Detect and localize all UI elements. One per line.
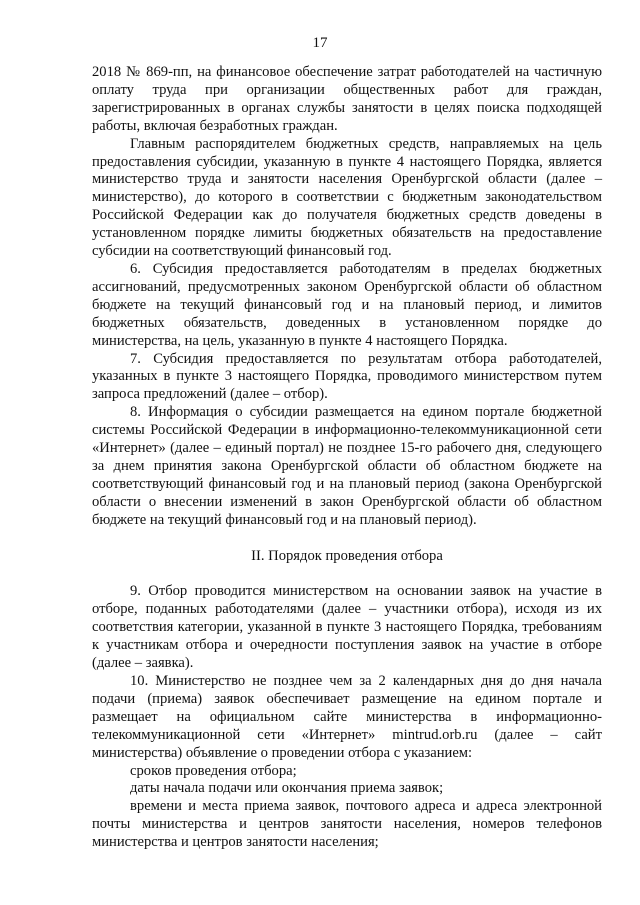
- paragraph-10: 10. Министерство не позднее чем за 2 календарных дня до дня начала подачи (приема) заявок обеспечивает размещение на едином портале и размещает на официальном сайте министерства в информационно-телекоммуникационной сети «Интернет» mintrud.orb.ru (далее – сайт министерства) объявление о проведении отбора с указанием:: [92, 673, 602, 761]
- paragraph-main-administrator: Главным распорядителем бюджетных средств, направляемых на цель предоставления субсидии, указанную в пункте 4 настоящего Порядка, является министерство труда и занятости населения Оренбургской области (далее – министерство), до которого в соответствии с бюджетным законодательством Российской Федерации как до получателя бюджетных средств доведены в установленном порядке лимиты бюджетных обязательств на предоставление субсидии на соответствующий финансовый год.: [92, 135, 602, 260]
- paragraph-8: 8. Информация о субсидии размещается на едином портале бюджетной системы Российской Федерации в информационно-телекоммуникационной сети «Интернет» (далее – единый портал) не позднее 15-го рабочего дня, следующего за днем принятия закона Оренбургской области об областном бюджете на соответствующий финансовый год и на плановый период (закона Оренбургской области о внесении изменений в закон Оренбургской области об областном бюджете на текущий финансовый год и на плановый период).: [92, 404, 602, 528]
- document-body: [92, 64, 602, 852]
- list-item-2: даты начала подачи или окончания приема заявок;: [130, 780, 444, 797]
- paragraph-6: 6. Субсидия предоставляется работодателям в пределах бюджетных ассигнований, предусмотренных законом Оренбургской области об областном бюджете на текущий финансовый год и на плановый период, и лимитов бюджетных обязательств, доведенных в установленном порядке до министерства, на цель, указанную в пункте 4 настоящего Порядка.: [92, 260, 602, 349]
- page-number: 17: [312, 35, 328, 51]
- section-heading: II. Порядок проведения отбора: [251, 547, 443, 564]
- paragraph-continuation: 2018 № 869-пп, на финансовое обеспечение затрат работодателей на частичную оплату труда при организации общественных работ для граждан, зарегистрированных в органах службы занятости в целях поиска подходящей работы, включая безработных граждан.: [92, 64, 602, 134]
- paragraph-7: 7. Субсидия предоставляется по результатам отбора работодателей, указанных в пункте 3 настоящего Порядка, проводимого министерством путем запроса предложений (далее – отбор).: [92, 350, 602, 403]
- list-item-1: сроков проведения отбора;: [130, 762, 297, 779]
- paragraph-9: 9. Отбор проводится министерством на основании заявок на участие в отборе, поданных работодателями (далее – участники отбора), исходя из их соответствия категории, указанной в пункте 3 настоящего Порядка, требованиям к участникам отбора и очередности поступления заявок на участие в отборе (далее – заявка).: [92, 583, 602, 672]
- list-item-3: времени и места приема заявок, почтового адреса и адреса электронной почты министерства и центров занятости населения, номеров телефонов министерства и центров занятости населения;: [92, 798, 602, 851]
